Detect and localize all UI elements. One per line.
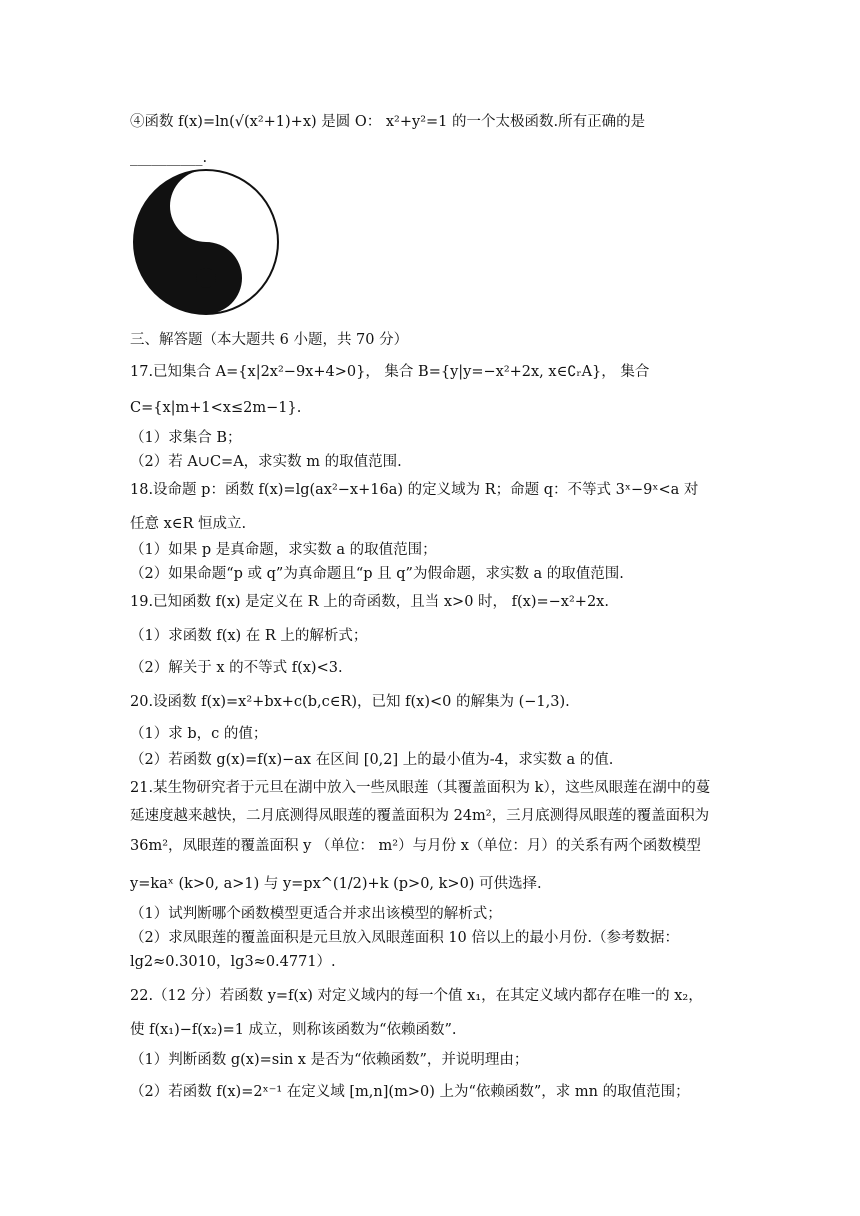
q21-stem-line2: 延速度越来越快，二月底测得凤眼莲的覆盖面积为 24m²，三月底测得凤眼莲的覆盖面积为 bbox=[130, 808, 710, 824]
q21-stem-line3: 36m²，凤眼莲的覆盖面积 y （单位： m²）与月份 x（单位：月）的关系有两个函数模型 bbox=[130, 838, 701, 854]
q22-part1: （1）判断函数 g(x)=sin x 是否为“依赖函数”，并说明理由； bbox=[130, 1052, 529, 1068]
q17-stem-line1: 17.已知集合 A={x|2x²−9x+4>0}， 集合 B={y|y=−x²+2x, x∈∁ᵣA}， 集合 bbox=[130, 364, 650, 380]
q20-part2: （2）若函数 g(x)=f(x)−ax 在区间 [0,2] 上的最小值为-4，求实数 a 的值. bbox=[130, 752, 614, 768]
q18-stem-line1: 18.设命题 p：函数 f(x)=lg(ax²−x+16a) 的定义域为 R；命题 q：不等式 3ˣ−9ˣ<a 对 bbox=[130, 482, 699, 498]
q20-part1: （1）求 b，c 的值； bbox=[130, 726, 268, 742]
q16-answer-blank: __________. bbox=[130, 150, 208, 166]
q18-part2: （2）如果命题“p 或 q”为真命题且“p 且 q”为假命题，求实数 a 的取值范围. bbox=[130, 566, 624, 582]
taiji-dot-light bbox=[196, 196, 216, 216]
q19-stem: 19.已知函数 f(x) 是定义在 R 上的奇函数，且当 x>0 时， f(x)=−x²+2x. bbox=[130, 594, 609, 610]
q22-part2: （2）若函数 f(x)=2ˣ⁻¹ 在定义域 [m,n](m>0) 上为“依赖函数”，求 mn 的取值范围； bbox=[130, 1084, 690, 1100]
q21-stem-line1: 21.某生物研究者于元旦在湖中放入一些凤眼莲（其覆盖面积为 k），这些凤眼莲在湖中的蔓 bbox=[130, 780, 711, 796]
q18-stem-line2: 任意 x∈R 恒成立. bbox=[130, 516, 247, 532]
q16-statement-4: ④函数 f(x)=ln(√(x²+1)+x) 是圆 O： x²+y²=1 的一个太极函数.所有正确的是 bbox=[130, 114, 646, 130]
q21-reference-data: lg2≈0.3010，lg3≈0.4771）. bbox=[130, 954, 336, 970]
q17-part1: （1）求集合 B； bbox=[130, 430, 242, 446]
q20-stem: 20.设函数 f(x)=x²+bx+c(b,c∈R)，已知 f(x)<0 的解集为 (−1,3). bbox=[130, 694, 570, 710]
q21-part1: （1）试判断哪个函数模型更适合并求出该模型的解析式； bbox=[130, 906, 502, 922]
q21-stem-line4: y=kaˣ (k>0, a>1) 与 y=px^(1/2)+k (p>0, k>0) 可供选择. bbox=[130, 876, 542, 892]
q22-stem-line1: 22.（12 分）若函数 y=f(x) 对定义域内的每一个值 x₁，在其定义域内都存在唯一的 x₂， bbox=[130, 988, 703, 1004]
q19-part1: （1）求函数 f(x) 在 R 上的解析式； bbox=[130, 628, 368, 644]
q17-part2: （2）若 A∪C=A，求实数 m 的取值范围. bbox=[130, 454, 402, 470]
section-heading: 三、解答题（本大题共 6 小题，共 70 分） bbox=[130, 332, 409, 348]
q22-stem-line2: 使 f(x₁)−f(x₂)=1 成立，则称该函数为“依赖函数”. bbox=[130, 1022, 457, 1038]
q18-part1: （1）如果 p 是真命题，求实数 a 的取值范围； bbox=[130, 542, 437, 558]
q19-part2: （2）解关于 x 的不等式 f(x)<3. bbox=[130, 660, 343, 676]
taiji-dot-dark bbox=[196, 268, 216, 288]
q21-part2: （2）求凤眼莲的覆盖面积是元旦放入凤眼莲面积 10 倍以上的最小月份.（参考数据： bbox=[130, 930, 680, 946]
taiji-diagram bbox=[130, 166, 282, 318]
q17-stem-line2: C={x|m+1<x≤2m−1}. bbox=[130, 400, 302, 416]
